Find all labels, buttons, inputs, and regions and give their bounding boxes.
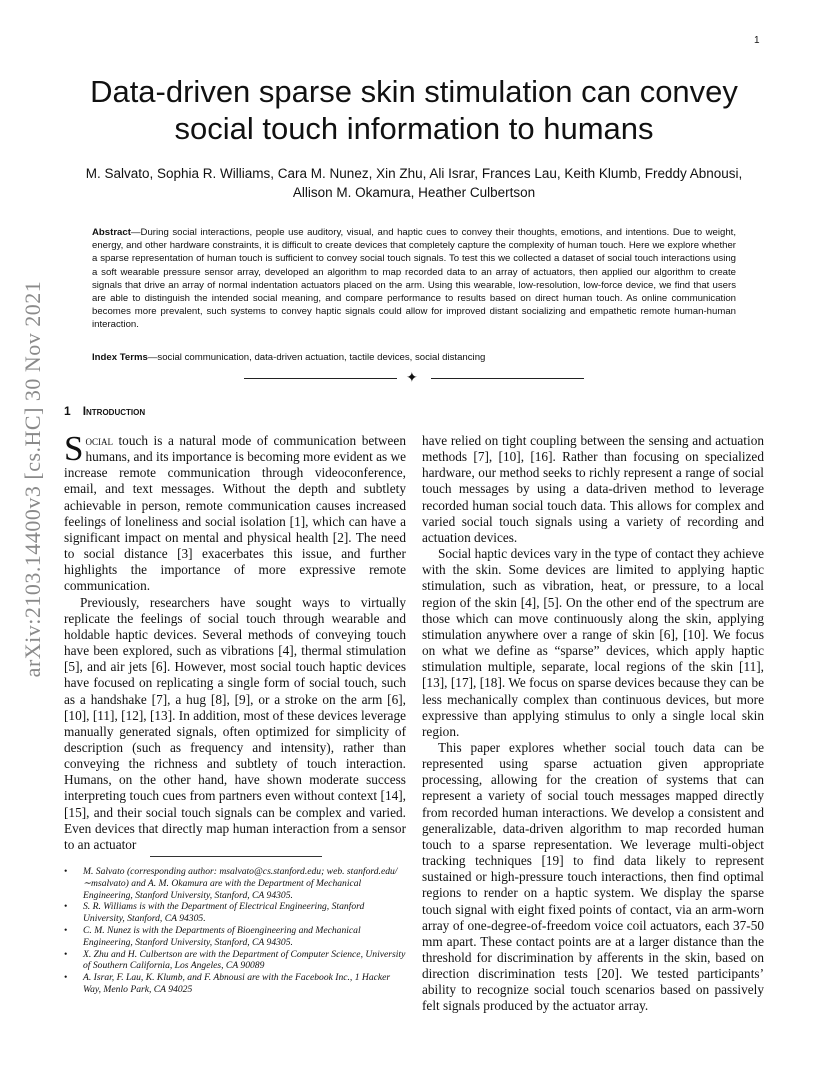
bullet-icon: • bbox=[64, 866, 68, 877]
footnote-text: C. M. Nunez is with the Departments of Bioengineering and Mechanical Engineering, Stanford University, Stanford, CA 94305. bbox=[83, 924, 361, 948]
abstract-label: Abstract bbox=[92, 227, 131, 238]
drop-cap: S bbox=[64, 429, 84, 468]
footnote-item bbox=[64, 901, 406, 925]
bullet-icon: • bbox=[64, 924, 68, 936]
footnotes bbox=[64, 866, 406, 996]
footnote-rule bbox=[150, 856, 322, 857]
intro-paragraph-3: have relied on tight coupling between the sensing and actuation methods [7], [10], [16]. Rather than focusing on specialized hardware, our method seeks to richly represent a range of social touch messages by using a data-driven method to leverage recorded human social touch data. This allows for complex and varied social touch signals using a variety of recording and actuation devices. bbox=[422, 433, 764, 545]
section-heading bbox=[64, 404, 145, 418]
arxiv-stamp-text: arXiv:2103.14400v3 [cs.HC] 30 Nov 2021 bbox=[20, 280, 45, 678]
intro-paragraph-1 bbox=[64, 429, 406, 595]
author-list: M. Salvato, Sophia R. Williams, Cara M. Nunez, Xin Zhu, Ali Israr, Frances Lau, Keith Klumb, Freddy Abnousi, Allison M. Okamura, Heather Culbertson bbox=[85, 166, 743, 200]
footnote-item bbox=[64, 925, 406, 949]
arxiv-stamp bbox=[18, 280, 48, 678]
index-terms-text: —social communication, data-driven actuation, tactile devices, social distancing bbox=[147, 352, 486, 363]
opening-small-caps: ocial bbox=[85, 433, 113, 448]
section-number: 1 bbox=[64, 404, 71, 418]
paper-title: Data-driven sparse skin stimulation can convey social touch information to humans bbox=[90, 74, 738, 146]
divider-line-left bbox=[244, 378, 397, 379]
footnote-text: M. Salvato (corresponding author: msalvato@cs.stanford.edu; web. stanford.edu/∼msalvato) and A. M. Okamura are with the Department of Mechanical Engineering, Stanford University, Stanford, CA 94305. bbox=[83, 866, 398, 901]
bullet-icon: • bbox=[64, 948, 68, 960]
index-terms bbox=[92, 351, 736, 364]
divider-line-right bbox=[431, 378, 584, 379]
section-title: Introduction bbox=[82, 404, 146, 418]
intro-paragraph-5: This paper explores whether social touch data can be represented using sparse actuation given appropriate processing, allowing for the creation of systems that can represent a variety of social touch messages mapped directly from recorded human interactions. We develop a consistent and generalizable, data-driven algorithm to map recorded human touch to a sparse representation. We leverage multi-object tracking techniques [19] to find data likely to represent sustained or high-pressure touch interactions, then find optimal regions to render on a haptic system. We display the sparse touch signal with eight fixed points of contact, via an arm-worn array of one-degree-of-freedom voice coil actuators, each 37-50 mm apart. These contact points are at a larger distance than the threshold for discrimination by afferents in the skin, based on direction discrimination tests [20]. We tested participants’ ability to recognize social touch scenarios based on passively felt signals produced by the actuator array. bbox=[422, 739, 764, 1014]
footnote-text: X. Zhu and H. Culbertson are with the Department of Computer Science, University of Southern California, Los Angeles, CA 90089 bbox=[83, 948, 406, 972]
abstract-text: —During social interactions, people use auditory, visual, and haptic cues to convey their thoughts, emotions, and intentions. Due to weight, energy, and other hardware constraints, it is difficult to create devices that completely capture the complexity of human touch. Here we explore whether a sparse representation of human touch is sufficient to convey social touch signals. To test this we collected a dataset of social touch interactions using a soft wearable pressure sensor array, developed an algorithm to map recorded data to an array of actuators, then applied our algorithm to create signals that drive an array of normal indentation actuators placed on the arm. Using this wearable, low-resolution, low-force device, we find that users are able to distinguish the intended social meaning, and compare performance to results based on direct human touch. As online communication becomes more prevalent, such systems to convey haptic signals could allow for improved distant socializing and empathetic remote human-human interaction. bbox=[92, 227, 736, 331]
section-divider bbox=[244, 370, 584, 386]
footnote-item bbox=[64, 949, 406, 973]
intro-paragraph-1-text: touch is a natural mode of communication between humans, and its importance is becoming more evident as we increase remote communication through videoconference, email, and text messages. Without the depth and subtlety achievable in person, remote communication causes increased feelings of loneliness and social isolation [1], which can have a significant impact on mental and physical health [2]. The need to social distance [3] exacerbates this issue, and further highlights the importance of more expressive remote communication. bbox=[64, 433, 406, 594]
index-terms-label: Index Terms bbox=[92, 352, 148, 363]
footnote-item bbox=[64, 972, 406, 996]
right-column bbox=[422, 433, 764, 1015]
bullet-icon: • bbox=[64, 972, 68, 984]
footnote-text: S. R. Williams is with the Department of Electrical Engineering, Stanford University, Stanford, CA 94305. bbox=[83, 901, 365, 925]
abstract bbox=[92, 226, 736, 332]
footnote-item bbox=[64, 866, 406, 901]
footnote-text: A. Israr, F. Lau, K. Klumb, and F. Abnousi are with the Facebook Inc., 1 Hacker Way, Menlo Park, CA 94025 bbox=[83, 972, 391, 995]
bullet-icon: • bbox=[64, 901, 68, 913]
left-column bbox=[64, 429, 406, 853]
intro-paragraph-4: Social haptic devices vary in the type of contact they achieve with the skin. Some devices are limited to applying haptic stimulation, such as vibration, heat, or pressure, to a local region of the skin [4], [5]. On the other end of the spectrum are those which can move continuously along the skin, applying stimulation anywhere over a range of skin [6], [10]. We focus on what we define as “sparse” devices, which apply haptic stimulation multiple, separate, local regions of the skin [11], [13], [17], [18]. We focus on sparse devices because they can be less mechanically complex than continuous devices, but more expressive than applying stimulus to only a single local skin region. bbox=[422, 546, 764, 739]
page-number: 1 bbox=[754, 35, 760, 46]
intro-paragraph-2: Previously, researchers have sought ways to virtually replicate the feelings of social touch through wearable and holdable haptic devices. Several methods of conveying touch have been explored, such as vibrations [4], thermal stimulation [5], and air jets [6]. However, most social touch haptic devices have focused on replicating a single form of social touch, such as a handshake [7], a hug [8], [9], or a stroke on the arm [6], [10], [11], [12], [13]. In addition, most of these devices leverage manually generated signals, often optimized for simplicity of description (such as frequency and intensity), rather than conveying the richness and subtlety of touch interaction. Humans, on the other hand, have shown moderate success interpreting touch cues from partners even without context [14], [15], and their social touch signals can be complex and varied. Even devices that directly map human interaction from a sensor to an actuator bbox=[64, 594, 406, 852]
divider-star-icon: ✦ bbox=[406, 370, 418, 386]
